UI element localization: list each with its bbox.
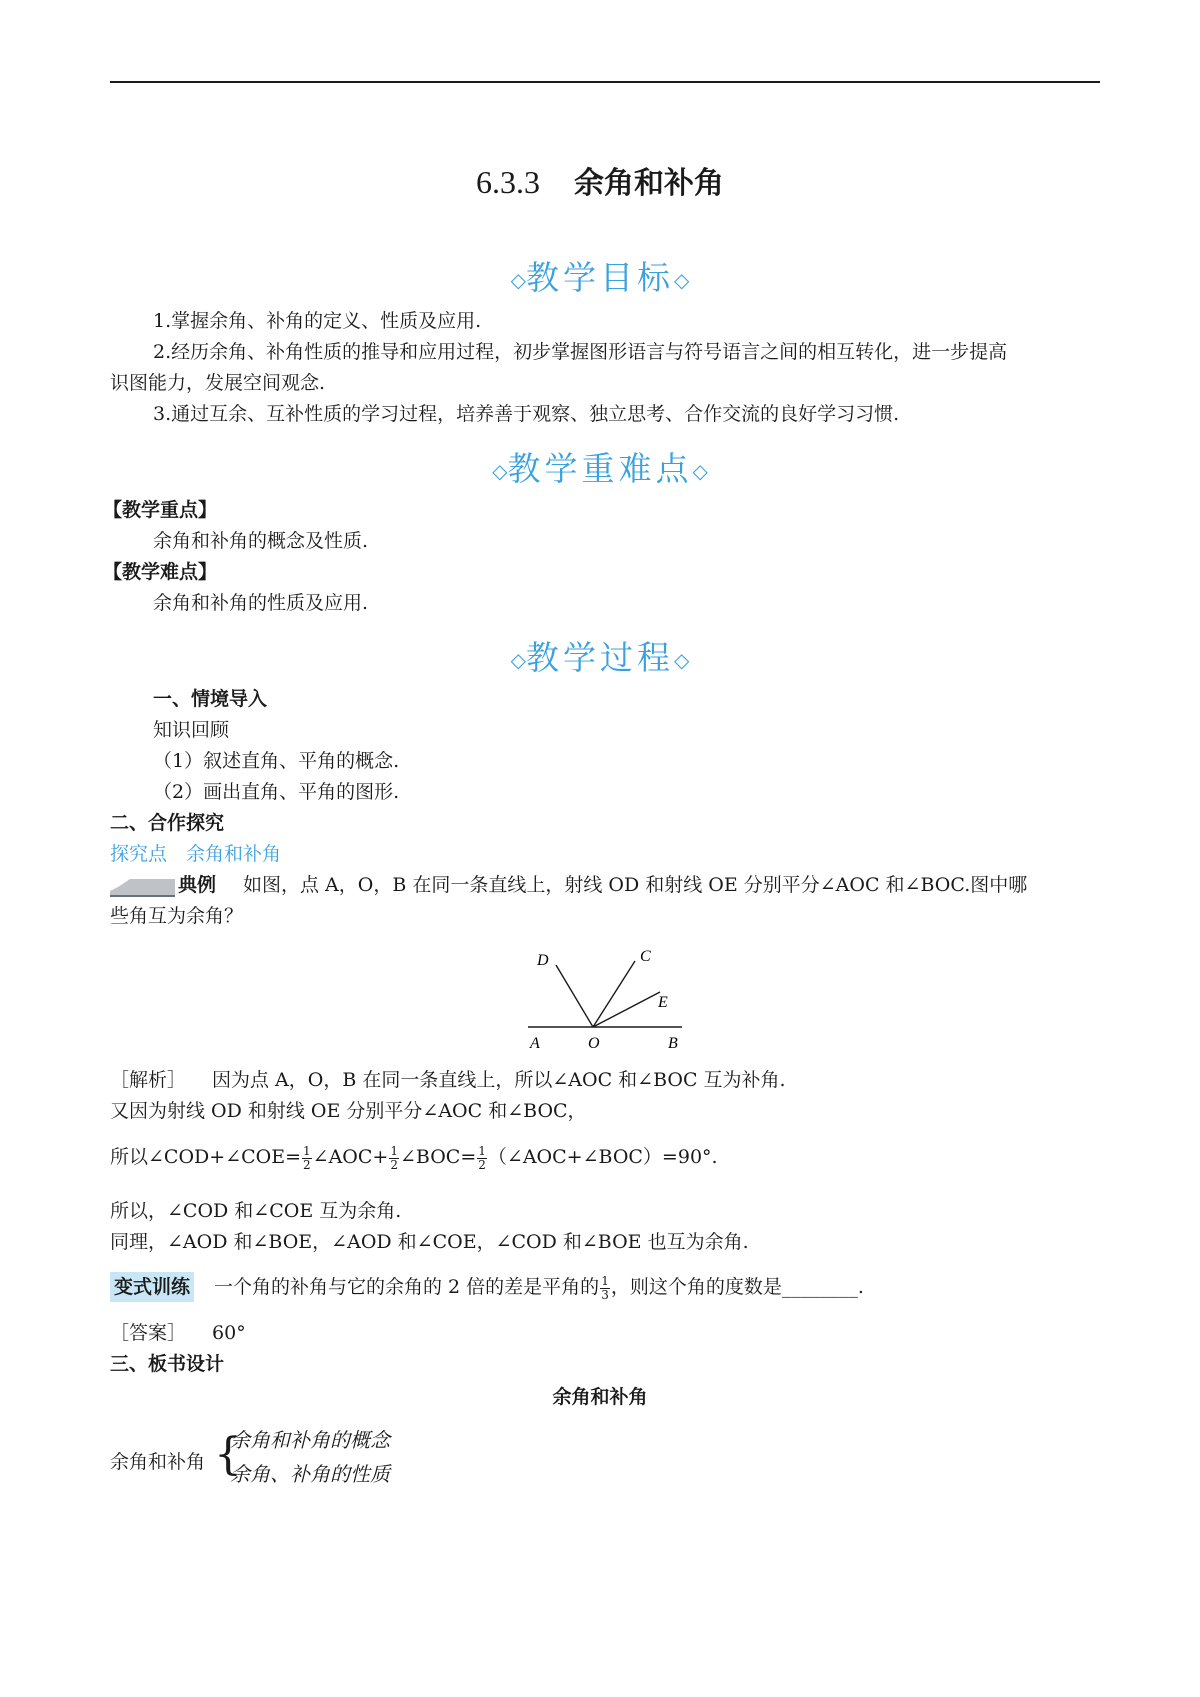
review-1: （1）叙述直角、平角的概念.: [153, 750, 400, 772]
diamond-icon: ◇: [492, 459, 508, 483]
answer-line: [110, 1318, 246, 1349]
diamond-icon: ◇: [510, 268, 526, 292]
analysis-line-3: [110, 1142, 718, 1173]
practice-text-a: 一个角的补角与它的余角的 2 倍的差是平角的: [214, 1276, 600, 1298]
focus-label: 【教学重点】: [103, 499, 218, 521]
label-e: E: [658, 994, 668, 1011]
fraction-half: $\frac{1}{2}$: [478, 1143, 486, 1172]
review-2: （2）画出直角、平角的图形.: [153, 781, 400, 803]
label-c: C: [640, 948, 651, 965]
label-b: B: [668, 1035, 678, 1052]
part2-title: 二、合作探究: [110, 812, 225, 834]
difficulty-text: 余角和补角的性质及应用.: [153, 592, 369, 614]
section-heading-process: [0, 632, 1200, 679]
analysis-line-1: [110, 1065, 786, 1096]
section-number: 6.3.3: [476, 164, 540, 200]
example-label: 典例: [178, 874, 217, 896]
practice-text-b: ，则这个角的度数是________.: [610, 1276, 864, 1298]
analysis-line-5: 同理，∠AOD 和∠BOE，∠AOD 和∠COE，∠COD 和∠BOE 也互为余角.: [110, 1231, 749, 1253]
section-heading-key-points: [0, 443, 1200, 490]
objective-1: 1.掌握余角、补角的定义、性质及应用.: [153, 310, 482, 332]
practice-badge: 变式训练: [110, 1272, 194, 1302]
section-heading-text: 教学目标: [526, 258, 674, 297]
brace-icon: {: [214, 1429, 242, 1480]
fraction-third: $\frac{1}{3}$: [601, 1273, 609, 1302]
board-title: 余角和补角: [552, 1386, 648, 1408]
analysis-3a: 所以∠COD+∠COE=: [110, 1146, 302, 1168]
example-line-1: 如图，点 A，O，B 在同一条直线上，射线 OD 和射线 OE 分别平分∠AOC 和∠BOC.图中哪: [243, 874, 1028, 896]
header-rule: [110, 81, 1100, 83]
example-marker-icon: [110, 875, 175, 895]
objective-3: 3.通过互余、互补性质的学习过程，培养善于观察、独立思考、合作交流的良好学习习惯.: [153, 403, 900, 425]
review-label: 知识回顾: [153, 719, 230, 741]
board-item-2: 余角、补角的性质: [230, 1464, 390, 1486]
section-heading-text: 教学过程: [526, 638, 674, 677]
diamond-icon: ◇: [674, 268, 690, 292]
label-d: D: [537, 952, 549, 969]
objective-2-line-2: 识图能力，发展空间观念.: [110, 372, 326, 394]
diamond-icon: ◇: [674, 648, 690, 672]
board-item-1: 余角和补角的概念: [230, 1430, 390, 1452]
answer-label: ［答案］: [110, 1322, 187, 1344]
section-heading-objectives: [0, 252, 1200, 299]
objective-2-line-1: 2.经历余角、补角性质的推导和应用过程，初步掌握图形语言与符号语言之间的相互转化，进一步提高: [153, 341, 1008, 363]
board-root: 余角和补角: [110, 1451, 206, 1473]
diamond-icon: ◇: [692, 459, 708, 483]
analysis-text-1: 因为点 A，O，B 在同一条直线上，所以∠AOC 和∠BOC 互为补角.: [212, 1069, 786, 1091]
analysis-line-4: 所以，∠COD 和∠COE 互为余角.: [110, 1200, 402, 1222]
focus-text: 余角和补角的概念及性质.: [153, 530, 369, 552]
analysis-3d: （∠AOC+∠BOC）=90°.: [487, 1146, 718, 1168]
section-heading-text: 教学重难点: [507, 449, 693, 488]
difficulty-label: 【教学难点】: [103, 561, 218, 583]
page-title: [0, 158, 1200, 202]
fraction-half: $\frac{1}{2}$: [390, 1143, 398, 1172]
ray-oe: [593, 992, 660, 1027]
ray-od: [556, 965, 593, 1027]
analysis-3b: ∠AOC+: [312, 1146, 389, 1168]
practice-line: [110, 1272, 864, 1303]
analysis-line-2: 又因为射线 OD 和射线 OE 分别平分∠AOC 和∠BOC，: [110, 1100, 587, 1122]
part1-title: 一、情境导入: [153, 688, 268, 710]
fraction-half: $\frac{1}{2}$: [303, 1143, 311, 1172]
answer-value: 60°: [212, 1322, 246, 1344]
analysis-label: ［解析］: [110, 1069, 187, 1091]
part3-title: 三、板书设计: [110, 1353, 225, 1375]
label-o: O: [588, 1035, 600, 1052]
title-text: 余角和补角: [574, 166, 724, 201]
analysis-3c: ∠BOC=: [399, 1146, 477, 1168]
label-a: A: [530, 1035, 540, 1052]
diamond-icon: ◇: [510, 648, 526, 672]
ray-oc: [593, 961, 635, 1027]
angle-diagram: [520, 945, 690, 1055]
explore-point: 探究点 余角和补角: [110, 843, 282, 865]
example-line-2: 些角互为余角？: [110, 905, 244, 927]
